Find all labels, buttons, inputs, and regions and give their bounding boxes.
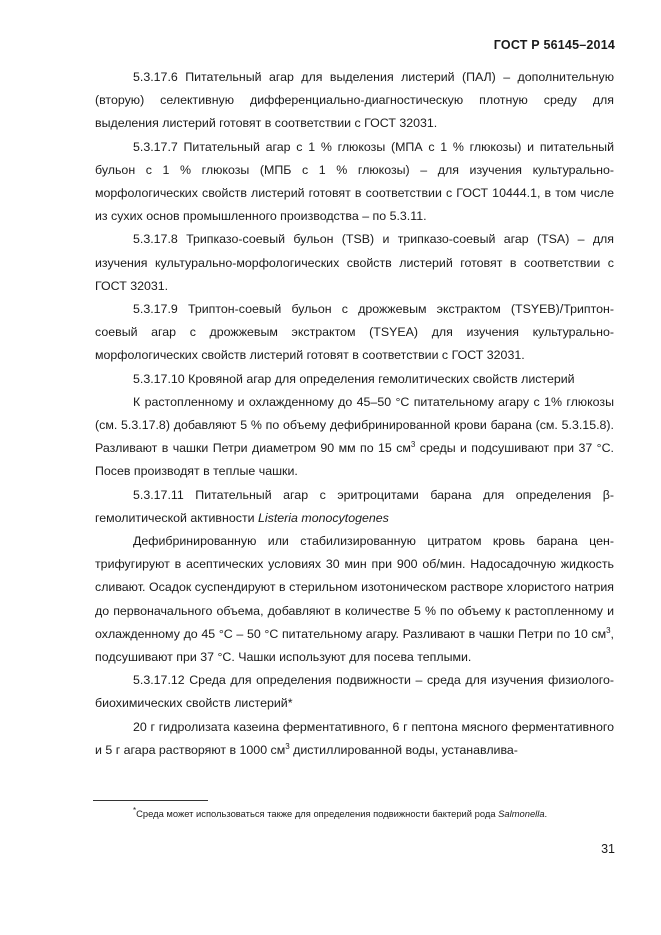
paragraph-5-3-17-8: 5.3.17.8 Трипказо-соевый бульон (TSB) и трипказо-соевый агар (TSA) – для изучения культурально-морфологических свойств листерий готовят в соответствии с ГОСТ 32031. — [95, 232, 614, 293]
footnote-divider — [93, 800, 208, 801]
paragraph-5-3-17-6: 5.3.17.6 Питательный агар для выделения листерий (ПАЛ) – дополнительную (вторую) селективную дифференциально-диагностическую плотную среду для выделения листерий готовят в соответствии с ГОСТ 32031. — [95, 70, 614, 131]
paragraph-erythrocyte-method: Дефибринированную или стабилизированную цитратом кровь барана центрифугируют в асептических условиях 30 мин при 900 об/мин. Надосадочную жидкость сливают. Осадок суспендируют в стерильном изотоническом растворе хлористого натрия до первоначального объема, добавляют в количестве 5 % по объему к растопленному и охлажденному до 45 °С – 50 °С питательному агару. Разливают в чашки Петри по 10 $см^3$, подсушивают при 37 °С. Чашки используют для посева теплыми. — [95, 534, 614, 665]
paragraph-5-3-17-12: 5.3.17.12 Среда для определения подвижности – среда для изучения физиолого-биохимических свойств листерий* — [95, 673, 614, 711]
paragraph-5-3-17-7: 5.3.17.7 Питательный агар с 1 % глюкозы (МПА с 1 % глюкозы) и питательный бульон с 1 % глюкозы (МПБ с 1 % глюкозы) – для изучения культурально-морфологических свойств листерий готовят в соответствии с ГОСТ 10444.1, в том числе из сухих основ промышленного производства – по 5.3.11. — [95, 139, 614, 224]
page-number: 31 — [601, 842, 615, 856]
footnote: *Среда может использоваться также для определения подвижности бактерий рода Salmonella. — [133, 805, 548, 819]
document-header: ГОСТ Р 56145–2014 — [493, 38, 615, 52]
paragraph-blood-agar-method: К растопленному и охлажденному до 45–50 °С питательному агару с 1% глюкозы (см. 5.3.17.8) добавляют 5 % по объему дефибринированной крови барана (см. 5.3.15.8). Разливают в чашки Петри диаметром 90 мм по 15 $см^3$ среды и подсушивают при 37 °С. Посев производят в теплые чашки. — [95, 394, 614, 479]
paragraph-5-3-17-11: 5.3.17.11 Питательный агар с эритроцитами барана для определения β-гемолитической активности Listeria monocytogenes — [95, 487, 614, 525]
paragraph-motility-medium-method: 20 г гидролизата казеина ферментативного, 6 г пептона мясного ферментативного и 5 г агара растворяют в 1000 $см^3$ дистиллированной воды, устанавлива- — [95, 719, 614, 757]
paragraph-5-3-17-9: 5.3.17.9 Триптон-соевый бульон с дрожжевым экстрактом (TSYEB)/Триптон-соевый агар с дрожжевым экстрактом (TSYEA) для изучения культурально-морфологических свойств листерий готовят в соответствии с ГОСТ 32031. — [95, 302, 614, 363]
body-text — [95, 66, 614, 762]
paragraph-5-3-17-10: 5.3.17.10 Кровяной агар для определения гемолитических свойств листерий — [133, 371, 575, 386]
